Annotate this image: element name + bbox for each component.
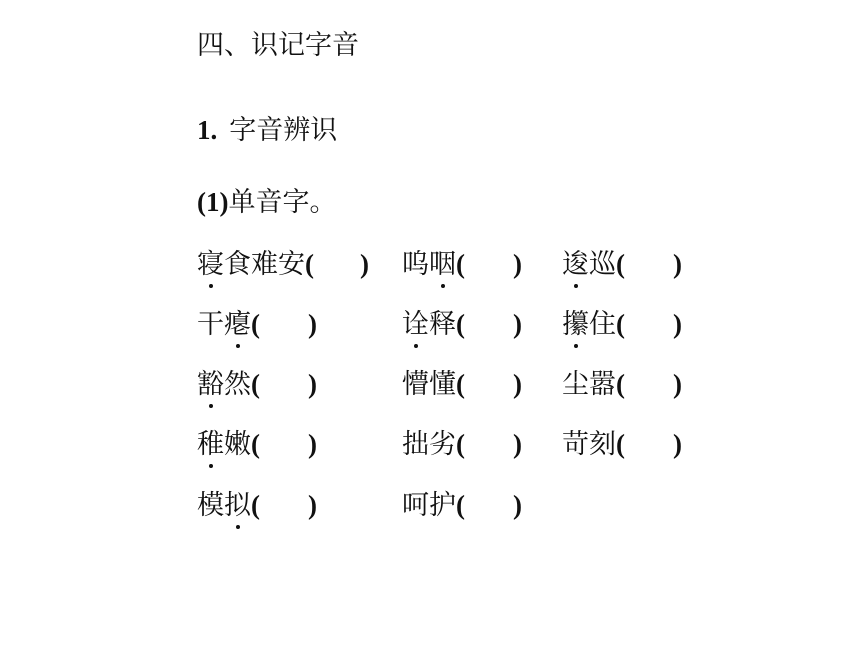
- word-character: 呵: [402, 490, 429, 521]
- word-character: 住: [589, 309, 616, 340]
- word-item: [562, 367, 682, 402]
- word-character: 劣: [429, 429, 456, 460]
- word-item: [402, 427, 522, 462]
- answer-close-paren: ): [673, 309, 682, 339]
- word-character: 嫩: [224, 429, 251, 460]
- answer-close-paren: ): [673, 369, 682, 399]
- answer-close-paren: ): [513, 369, 522, 399]
- answer-close-paren: ): [513, 309, 522, 339]
- answer-close-paren: ): [513, 249, 522, 279]
- answer-open-paren: (: [616, 249, 625, 279]
- answer-open-paren: (: [251, 429, 260, 459]
- word-character: 尘: [562, 369, 589, 400]
- answer-close-paren: ): [513, 490, 522, 520]
- answer-open-paren: (: [456, 429, 465, 459]
- answer-open-paren: (: [456, 249, 465, 279]
- answer-open-paren: (: [305, 249, 314, 279]
- word-character: 干: [197, 309, 224, 340]
- word-character: 安: [278, 249, 305, 280]
- answer-open-paren: (: [456, 369, 465, 399]
- dotted-character: 咽: [429, 249, 456, 280]
- dotted-character: 豁: [197, 369, 224, 400]
- answer-close-paren: ): [308, 309, 317, 339]
- answer-close-paren: ): [308, 369, 317, 399]
- word-character: 嚣: [589, 369, 616, 400]
- word-character: 食: [224, 249, 251, 280]
- group-title: 单音字。: [228, 187, 337, 218]
- word-item: [197, 488, 317, 523]
- dotted-character: 攥: [562, 309, 589, 340]
- word-item: [562, 427, 682, 462]
- word-character: 释: [429, 309, 456, 340]
- word-item: [197, 427, 317, 462]
- subsection-heading: [197, 113, 337, 148]
- word-character: 呜: [402, 249, 429, 280]
- word-item: [402, 307, 522, 342]
- answer-open-paren: (: [251, 309, 260, 339]
- answer-close-paren: ): [360, 249, 369, 279]
- dotted-character: 逡: [562, 249, 589, 280]
- word-item: [402, 367, 522, 402]
- subsection-number: 1.: [197, 115, 218, 145]
- word-item: [402, 247, 522, 282]
- answer-open-paren: (: [616, 309, 625, 339]
- answer-close-paren: ): [673, 429, 682, 459]
- dotted-character: 瘪: [224, 309, 251, 340]
- answer-close-paren: ): [673, 249, 682, 279]
- answer-close-paren: ): [308, 490, 317, 520]
- answer-open-paren: (: [616, 429, 625, 459]
- word-character: 巡: [589, 249, 616, 280]
- word-item: [562, 247, 682, 282]
- dotted-character: 诠: [402, 309, 429, 340]
- word-character: 然: [224, 369, 251, 400]
- word-item: [562, 307, 682, 342]
- word-item: [402, 488, 522, 523]
- answer-close-paren: ): [513, 429, 522, 459]
- word-item: [197, 367, 317, 402]
- answer-open-paren: (: [251, 490, 260, 520]
- word-character: 拙: [402, 429, 429, 460]
- word-character: 苛: [562, 429, 589, 460]
- word-character: 刻: [589, 429, 616, 460]
- answer-open-paren: (: [251, 369, 260, 399]
- answer-close-paren: ): [308, 429, 317, 459]
- word-character: 模: [197, 490, 224, 521]
- word-character: 护: [429, 490, 456, 521]
- word-character: 难: [251, 249, 278, 280]
- answer-open-paren: (: [456, 309, 465, 339]
- answer-open-paren: (: [616, 369, 625, 399]
- dotted-character: 稚: [197, 429, 224, 460]
- section-title: 四、识记字音: [197, 30, 359, 61]
- word-character: 懂: [429, 369, 456, 400]
- group-heading: [197, 185, 336, 220]
- dotted-character: 寝: [197, 249, 224, 280]
- word-item: [197, 247, 369, 282]
- group-number: (1): [197, 187, 229, 217]
- word-item: [197, 307, 317, 342]
- subsection-title: 字音辨识: [229, 115, 338, 146]
- dotted-character: 拟: [224, 490, 251, 521]
- word-character: 懵: [402, 369, 429, 400]
- answer-open-paren: (: [456, 490, 465, 520]
